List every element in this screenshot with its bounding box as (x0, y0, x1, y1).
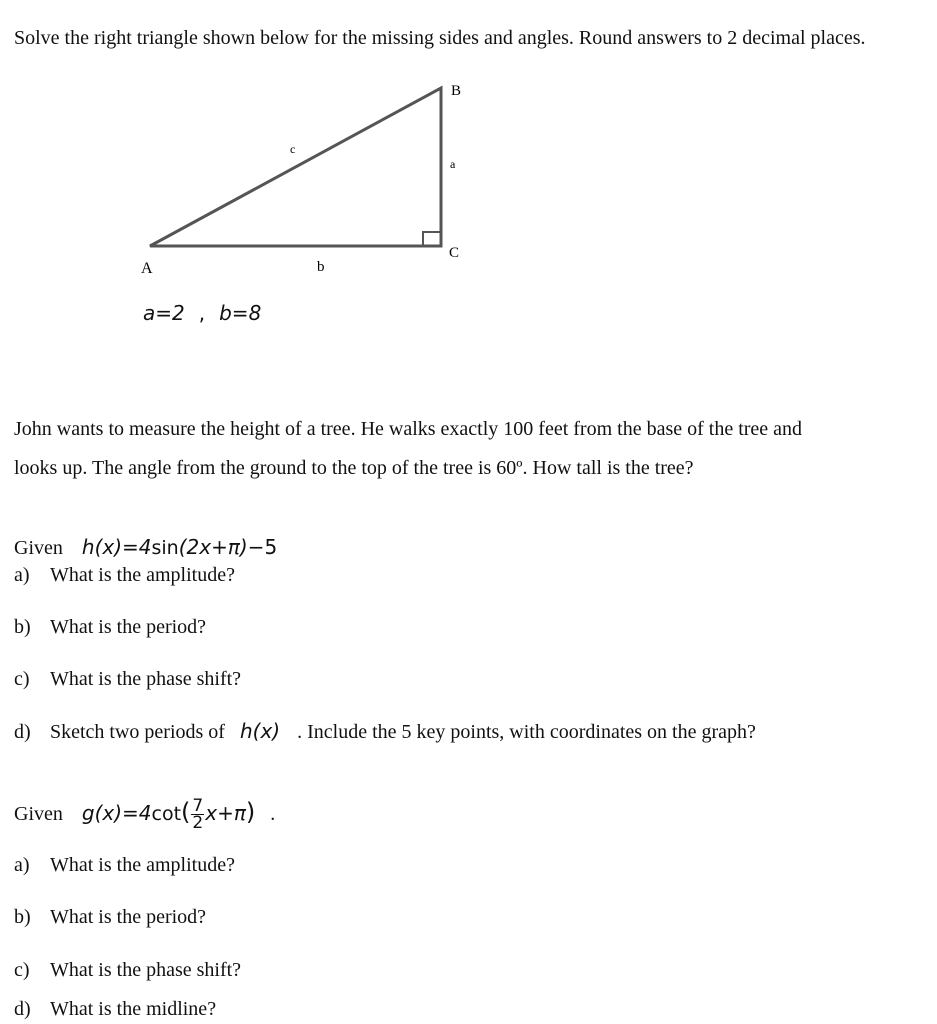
h-function: h(x)=4sin(2x+π)−5 (81, 535, 278, 559)
problem4-given (14, 790, 275, 836)
fraction: $\frac{7}{2}$ (192, 796, 204, 833)
problem2-line1: John wants to measure the height of a tree. He walks exactly 100 feet from the base of the tree and (14, 418, 803, 440)
side-label-c: c (290, 142, 296, 156)
g-function: g(x)=4cot( $\frac{7}{2}$ x+π) (81, 796, 256, 833)
problem3-question-b: b) What is the period? (14, 616, 207, 638)
right-angle-marker (423, 232, 441, 246)
right-triangle-figure (0, 0, 937, 290)
given-values (143, 301, 261, 325)
problem3-question-c: c) What is the phase shift? (14, 668, 242, 690)
problem2-line2: looks up. The angle from the ground to the top of the tree is 60º. How tall is the tree? (14, 457, 694, 479)
problem4-question-c: c) What is the phase shift? (14, 959, 242, 981)
problem4-question-a: a) What is the amplitude? (14, 854, 235, 876)
vertex-label-c-upper: C (449, 245, 460, 261)
problem3-question-a: a) What is the amplitude? (14, 564, 235, 586)
triangle-shape (150, 88, 441, 246)
problem3-question-d: d) Sketch two periods of h(x) . Include the 5 key points, with coordinates on the graph? (14, 719, 756, 743)
given-b: b=8 (219, 301, 262, 325)
problem4-question-d: d) What is the midline? (14, 998, 217, 1020)
d-tail: . Include the 5 key points, with coordinates on the graph? (297, 721, 756, 743)
given-separator: , (198, 301, 206, 325)
d-h-function: h(x) (239, 719, 281, 743)
given-word: Given (14, 537, 63, 559)
given-word: Given (14, 803, 63, 825)
given-period: . (270, 803, 276, 825)
vertex-label-b-upper: B (451, 83, 462, 99)
problem4-question-b: b) What is the period? (14, 906, 207, 928)
given-a: a=2 (143, 301, 185, 325)
problem3-given (14, 535, 277, 560)
side-label-a: a (450, 157, 456, 171)
problem1-instruction: Solve the right triangle shown below for the missing sides and angles. Round answers to 2 decimal places. (14, 27, 866, 49)
vertex-label-a-upper: A (141, 260, 153, 277)
side-label-b: b (317, 259, 325, 275)
